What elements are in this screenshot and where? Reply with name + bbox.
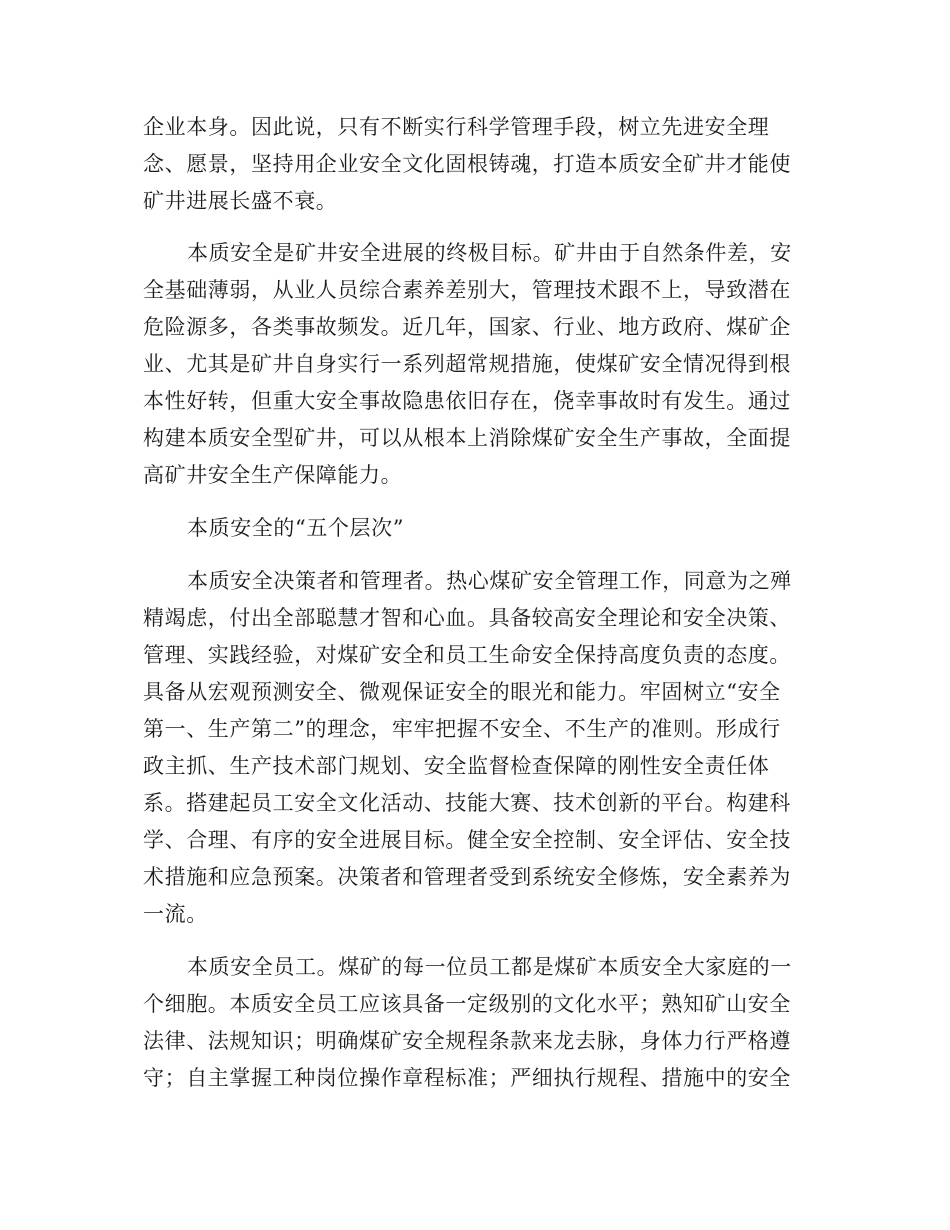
text-line: 企业本身。因此说，只有不断实行科学管理手段，树立先进安全理 — [143, 115, 770, 139]
text-line: 矿井进展长盛不衰。 — [143, 189, 338, 213]
text-line: 本性好转，但重大安全事故隐患依旧存在，侥幸事故时有发生。通过 — [143, 389, 791, 413]
text-line: 业、尤其是矿井自身实行一系列超常规措施，使煤矿安全情况得到根 — [143, 352, 791, 376]
text-line: 一流。 — [143, 902, 208, 926]
section-heading: 本质安全的“五个层次” — [187, 516, 405, 540]
text-line: 管理、实践经验，对煤矿安全和员工生命安全保持高度负责的态度。 — [143, 643, 791, 667]
text-line: 术措施和应急预案。决策者和管理者受到系统安全修炼，安全素养为 — [143, 865, 791, 889]
text-line: 全基础薄弱，从业人员综合素养差别大，管理技术跟不上，导致潜在 — [143, 278, 791, 302]
text-line: 系。搭建起员工安全文化活动、技能大赛、技术创新的平台。构建科 — [143, 791, 791, 815]
text-line: 念、愿景，坚持用企业安全文化固根铸魂，打造本质安全矿井才能使 — [143, 152, 791, 176]
text-line: 精竭虑，付出全部聪慧才智和心血。具备较高安全理论和安全决策、 — [143, 606, 791, 630]
text-line: 具备从宏观预测安全、微观保证安全的眼光和能力。牢固树立“安全 — [143, 680, 781, 704]
text-line: 法律、法规知识；明确煤矿安全规程条款来龙去脉，身体力行严格遵 — [143, 1029, 791, 1053]
text-line: 危险源多，各类事故频发。近几年，国家、行业、地方政府、煤矿企 — [143, 315, 791, 339]
text-line: 守；自主掌握工种岗位操作章程标准；严细执行规程、措施中的安全 — [143, 1066, 791, 1090]
text-line: 本质安全员工。煤矿的每一位员工都是煤矿本质安全大家庭的一 — [187, 955, 792, 979]
text-line: 高矿井安全生产保障能力。 — [143, 463, 403, 487]
text-line: 政主抓、生产技术部门规划、安全监督检查保障的刚性安全责任体 — [143, 754, 770, 778]
text-line: 本质安全是矿井安全进展的终极目标。矿井由于自然条件差，安 — [187, 241, 792, 265]
text-line: 构建本质安全型矿井，可以从根本上消除煤矿安全生产事故，全面提 — [143, 426, 791, 450]
text-line: 个细胞。本质安全员工应该具备一定级别的文化水平；熟知矿山安全 — [143, 992, 791, 1016]
text-line: 本质安全决策者和管理者。热心煤矿安全管理工作，同意为之殚 — [187, 569, 792, 593]
text-line: 第一、生产第二”的理念，牢牢把握不安全、不生产的准则。形成行 — [143, 717, 781, 741]
text-line: 学、合理、有序的安全进展目标。健全安全控制、安全评估、安全技 — [143, 828, 791, 852]
